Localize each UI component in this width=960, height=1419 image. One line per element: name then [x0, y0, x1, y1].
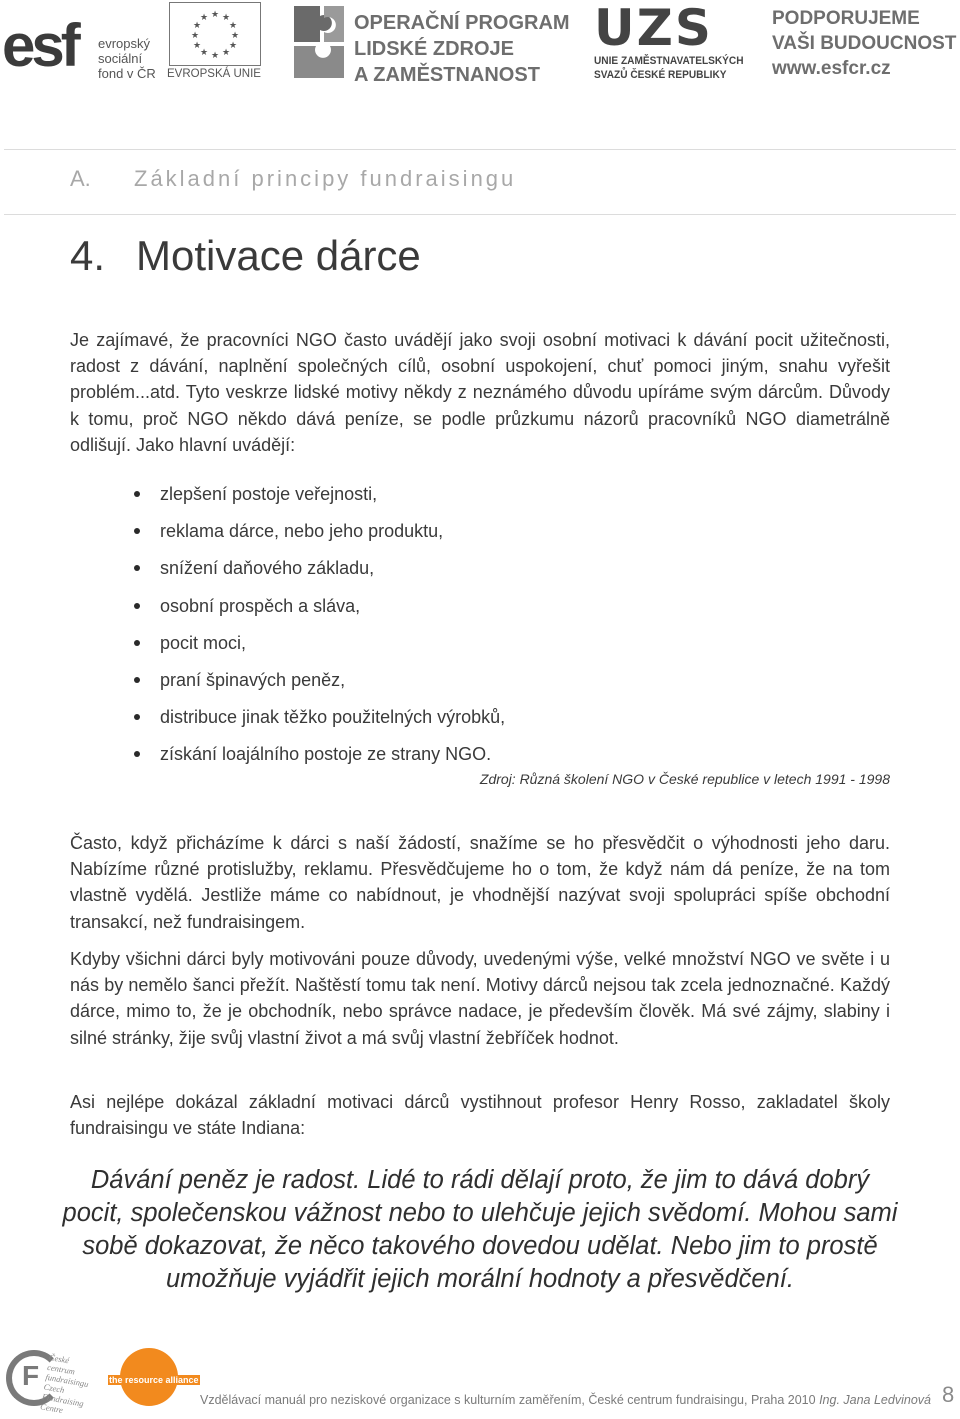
svg-text:★: ★: [221, 12, 231, 22]
puzzle-icon: [290, 2, 350, 82]
list-item: získání loajálního postoje ze strany NGO.: [132, 741, 505, 778]
body-paragraph: Kdyby všichni dárci byly motivováni pouze důvody, uvedenými výše, velké množství NGO ve světe i u nás by nemělo šanci přežít. Naštěstí tomu tak není. Motivy dárců nejsou tak zcela jednoznačné. Každý dárce, mimo to, že je obchodník, nebo správce nadace, je především člověk. Má své zájmy, slabiny i silné stránky, žije svůj vlastní život a má svůj vlastní žebříček hodnot.: [70, 949, 890, 1048]
section-title: Základní principy fundraisingu: [134, 166, 517, 191]
list-item: reklama dárce, nebo jeho produktu,: [132, 518, 505, 555]
chapter-title: [70, 232, 421, 280]
svg-text:★: ★: [192, 20, 202, 30]
header-divider: [4, 149, 956, 150]
esf-logo: [0, 0, 162, 85]
cfr-logo-text: České centrum fundraisingu Czech Fundraising Centre: [39, 1352, 90, 1416]
svg-text:★: ★: [228, 20, 238, 30]
eu-flag-icon: [169, 2, 261, 66]
esf-support-logo: PODPORUJEME VAŠI BUDOUCNOST www.esfcr.cz: [772, 6, 960, 86]
list-item: praní špinavých peněz,: [132, 667, 505, 704]
esf-logo-text: evropský sociální fond v ČR: [98, 36, 156, 81]
resource-alliance-logo-text: the resource alliance: [109, 1375, 199, 1385]
uzs-logo: [592, 0, 742, 88]
header-logos: [0, 0, 960, 95]
intro-paragraph: Je zajímavé, že pracovníci NGO často uvádějí jako svoji osobní motivaci k dávání pocit užitečnosti, radost z dávání, naplnění společných cílů, osobní uspokojení, chuť pomoci jiným, snahu vyřešit problém...atd. Tyto veskrze lidské motivy někdy z neznámého důvodu upíráme svým dárcům. Důvody k tomu, proč NGO někdo dává peníze, se podle průzkumu názorů pracovníků NGO diametrálně odlišují. Jako hlavní uvádějí:: [70, 330, 890, 455]
rosso-quote: Dávání peněz je radost. Lidé to rádi dělají proto, že jim to dává dobrý pocit, společenskou vážnost nebo to ulehčuje jejich svědomí. Mohou sami sobě dokazovat, že něco takového dovedou udělat. Nebo jim to prostě umožňuje vyjádřit jejich morální hodnoty a přesvědčení.: [62, 1166, 898, 1293]
eu-logo-label: EVROPSKÁ UNIE: [167, 68, 261, 80]
svg-text:★: ★: [192, 40, 202, 50]
footer-publication: Vzdělávací manuál pro neziskové organizace s kulturním zaměřením, České centrum fundraisingu, Praha 2010: [200, 1393, 816, 1407]
chapter-title-text: Motivace dárce: [136, 232, 421, 279]
uzs-logo-text: UNIE ZAMĚSTNAVATELSKÝCH SVAZŮ ČESKÉ REPUBLIKY: [594, 55, 744, 81]
list-item: snížení daňového základu,: [132, 555, 505, 592]
section-label: [70, 166, 516, 192]
reasons-list: [132, 481, 505, 779]
svg-text:★: ★: [228, 40, 238, 50]
footer-text: [200, 1393, 931, 1407]
bullet-icon: [134, 603, 140, 609]
bullet-icon: [134, 751, 140, 757]
esf-mark: esf: [2, 12, 77, 79]
list-item: zlepšení postoje veřejnosti,: [132, 481, 505, 518]
footer-author: Ing. Jana Ledvinová: [819, 1393, 931, 1407]
uzs-mark: UZS: [594, 0, 713, 57]
bullet-icon: [134, 528, 140, 534]
svg-text:★: ★: [230, 30, 240, 40]
list-item: distribuce jinak těžko použitelných výrobků,: [132, 704, 505, 741]
esf-website-link[interactable]: www.esfcr.cz: [772, 58, 891, 79]
footer-logos: [0, 1340, 200, 1416]
svg-text:★: ★: [210, 50, 220, 60]
source-citation: Zdroj: Různá školení NGO v České republice v letech 1991 - 1998: [479, 771, 890, 787]
chapter-number: 4.: [70, 232, 106, 279]
bullet-icon: [134, 565, 140, 571]
body-paragraph: Často, když přicházíme k dárci s naší žádostí, snažíme se ho přesvědčit o výhodnosti jeho daru. Nabízíme různé protislužby, reklamu. Přesvědčujeme ho o tom, že když nám dá peníze, že na tom vlastně vydělá. Jestliže máme co nabídnout, je vhodnější nazývat svoji spolupráci spíše obchodní transakcí, než fundraisingem.: [70, 833, 890, 932]
svg-text:★: ★: [221, 47, 231, 57]
svg-text:★: ★: [199, 12, 209, 22]
page-number: 8: [942, 1382, 955, 1407]
cfr-logo-letter: F: [22, 1360, 40, 1391]
eu-logo: [166, 2, 262, 84]
svg-text:★: ★: [210, 9, 220, 19]
section-number: A.: [70, 166, 91, 191]
section-divider: [4, 214, 956, 215]
body-paragraph: Asi nejlépe dokázal základní motivaci dárců vystihnout profesor Henry Rosso, zakladatel školy fundraisingu ve státe Indiana:: [70, 1092, 890, 1139]
list-item: pocit moci,: [132, 630, 505, 667]
op-lzz-logo: [290, 0, 570, 88]
svg-text:★: ★: [190, 30, 200, 40]
bullet-icon: [134, 677, 140, 683]
list-item: osobní prospěch a sláva,: [132, 593, 505, 630]
bullet-icon: [134, 714, 140, 720]
bullet-icon: [134, 640, 140, 646]
op-logo-text: OPERAČNÍ PROGRAM LIDSKÉ ZDROJE A ZAMĚSTNANOST: [354, 12, 570, 86]
bullet-icon: [134, 491, 140, 497]
svg-text:★: ★: [199, 47, 209, 57]
